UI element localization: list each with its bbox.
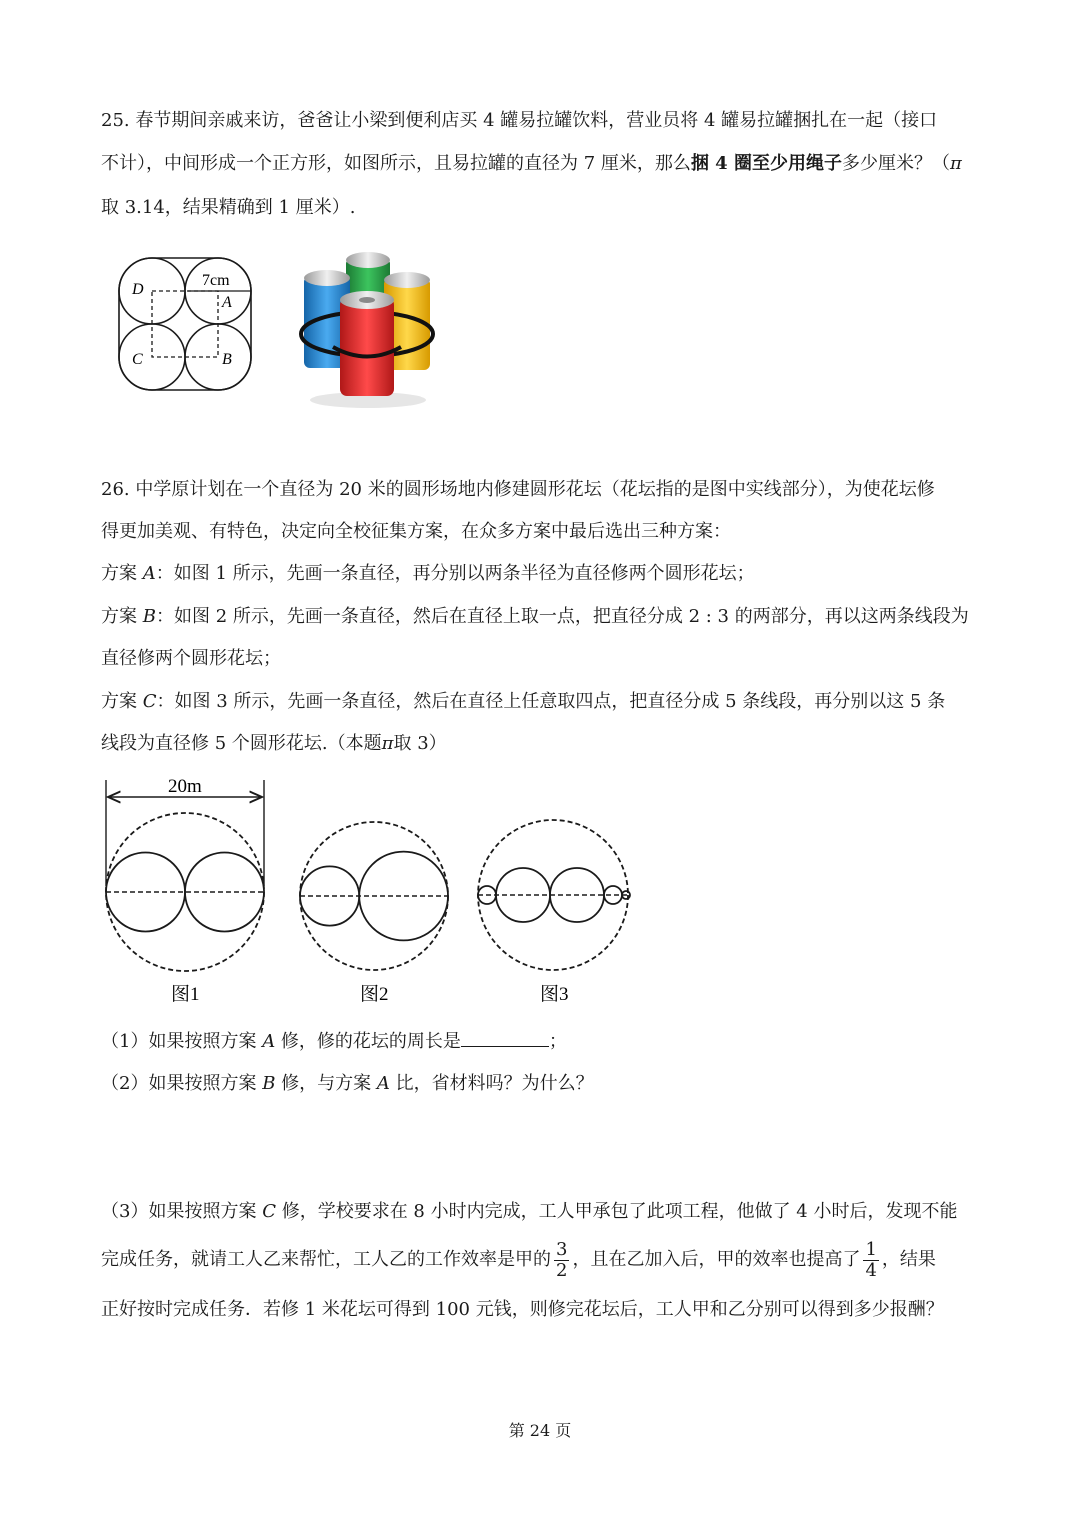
- plan-a-text: ：如图 1 所示，先画一条直径，再分别以两条半径为直径修两个圆形花坛；: [155, 563, 755, 584]
- figure-1: [106, 780, 264, 971]
- q26-plan-c: [101, 689, 945, 715]
- sub3-line2-text: 完成任务，就请工人乙来帮忙，工人乙的工作效率是甲的: [101, 1249, 551, 1270]
- q26-figures: [96, 768, 646, 1013]
- q26-line1: 26. 中学原计划在一个直径为 20 米的圆形场地内修建圆形花坛（花坛指的是图中实线部分），为使花坛修: [101, 479, 935, 500]
- q25-cans-diagram: [112, 252, 262, 397]
- plan-b-var: B: [142, 606, 156, 627]
- q26-plan-b: [101, 604, 969, 630]
- q25-pi-symbol: π: [949, 153, 962, 174]
- sub3-text-b: 修，学校要求在 8 小时内完成，工人甲承包了此项工程，他做了 4 小时后，发现不能: [275, 1201, 958, 1222]
- q26-plan-b-line2: 直径修两个圆形花坛；: [101, 648, 281, 669]
- q25-line2: [101, 151, 962, 177]
- q25-label-d: D: [132, 281, 144, 298]
- page-number: 第 24 页: [508, 1421, 572, 1440]
- soda-cans-illustration: [296, 248, 440, 410]
- plan-c-line2-text-b: 取 3）: [393, 733, 447, 754]
- fraction-3-2: [554, 1240, 569, 1281]
- q25-label-b: B: [222, 351, 232, 368]
- sub2-var: B: [262, 1073, 276, 1094]
- q25-line2-text: 不计），中间形成一个正方形，如图所示，且易拉罐的直径为 7 厘米，那么: [101, 153, 691, 174]
- plan-a-var: A: [142, 563, 156, 584]
- q26-sub3: [101, 1199, 957, 1225]
- q26-sub3-line2: [101, 1238, 936, 1282]
- red-can: [340, 298, 394, 396]
- figure-2: [300, 822, 448, 970]
- figure-2-caption: 图2: [360, 984, 389, 1005]
- sub3-var: C: [262, 1201, 276, 1222]
- sub3-line2-text-b: ，且在乙加入后，甲的效率也提高了: [572, 1249, 861, 1270]
- plan-c-text: ：如图 3 所示，先画一条直径，然后在直径上任意取四点，把直径分成 5 条线段，再分别以这 5 条: [156, 691, 946, 712]
- sub1-text-c: ；: [548, 1031, 567, 1052]
- fraction-numerator: 3: [556, 1238, 568, 1260]
- fraction-numerator: 1: [865, 1238, 877, 1260]
- q25-label-a: A: [222, 294, 232, 311]
- plan-c-prefix: 方案: [101, 691, 143, 712]
- q26-plan-a: [101, 561, 755, 587]
- plan-b-text: ：如图 2 所示，先画一条直径，然后在直径上取一点，把直径分成 2 : 3 的两部分，再以这两条线段为: [155, 606, 969, 627]
- figure-3: [478, 820, 630, 970]
- plan-c-var: C: [142, 691, 157, 712]
- q26-sub1: [101, 1028, 567, 1055]
- fraction-denominator: 4: [865, 1259, 877, 1281]
- q26-pi-symbol: π: [381, 733, 394, 754]
- sub3-line2-text-c: ，结果: [881, 1249, 936, 1270]
- sub2-text: （2）如果按照方案: [101, 1073, 263, 1094]
- figure-3-caption: 图3: [540, 984, 569, 1005]
- fraction-1-4: [863, 1240, 878, 1281]
- sub3-text: （3）如果按照方案: [101, 1201, 263, 1222]
- q26-plan-c-line2: [101, 731, 447, 757]
- sub2-text-b: 修，与方案: [275, 1073, 377, 1094]
- sub1-text: （1）如果按照方案: [101, 1031, 263, 1052]
- answer-blank[interactable]: [461, 1028, 549, 1047]
- q25-dim-label: 7cm: [202, 272, 230, 289]
- q25-line1: 25. 春节期间亲戚来访，爸爸让小梁到便利店买 4 罐易拉罐饮料，营业员将 4 罐易拉罐捆扎在一起（接口: [101, 110, 938, 131]
- q25-line3: 取 3.14，结果精确到 1 厘米）.: [101, 197, 356, 218]
- q25-line2-text-b: 多少厘米？（: [841, 153, 950, 174]
- plan-a-prefix: 方案: [101, 563, 143, 584]
- q26-sub2: [101, 1071, 594, 1097]
- sub2-text-c: 比，省材料吗？为什么？: [389, 1073, 594, 1094]
- q25-label-c: C: [132, 351, 143, 368]
- q26-sub3-line3: 正好按时完成任务．若修 1 米花坛可得到 100 元钱，则修完花坛后，工人甲和乙分别可以得到多少报酬？: [101, 1299, 944, 1320]
- sub2-var2: A: [376, 1073, 390, 1094]
- sub1-text-b: 修，修的花坛的周长是: [275, 1031, 461, 1052]
- fraction-denominator: 2: [556, 1259, 568, 1281]
- figure-1-caption: 图1: [171, 984, 200, 1005]
- figure-1-dim-label: 20m: [168, 776, 202, 797]
- plan-c-line2-text: 线段为直径修 5 个圆形花坛.（本题: [101, 733, 382, 754]
- plan-b-prefix: 方案: [101, 606, 143, 627]
- q25-line2-bold: 捆 4 圈至少用绳子: [690, 153, 842, 174]
- q26-line2: 得更加美观、有特色，决定向全校征集方案，在众多方案中最后选出三种方案：: [101, 521, 731, 542]
- sub1-var: A: [262, 1031, 276, 1052]
